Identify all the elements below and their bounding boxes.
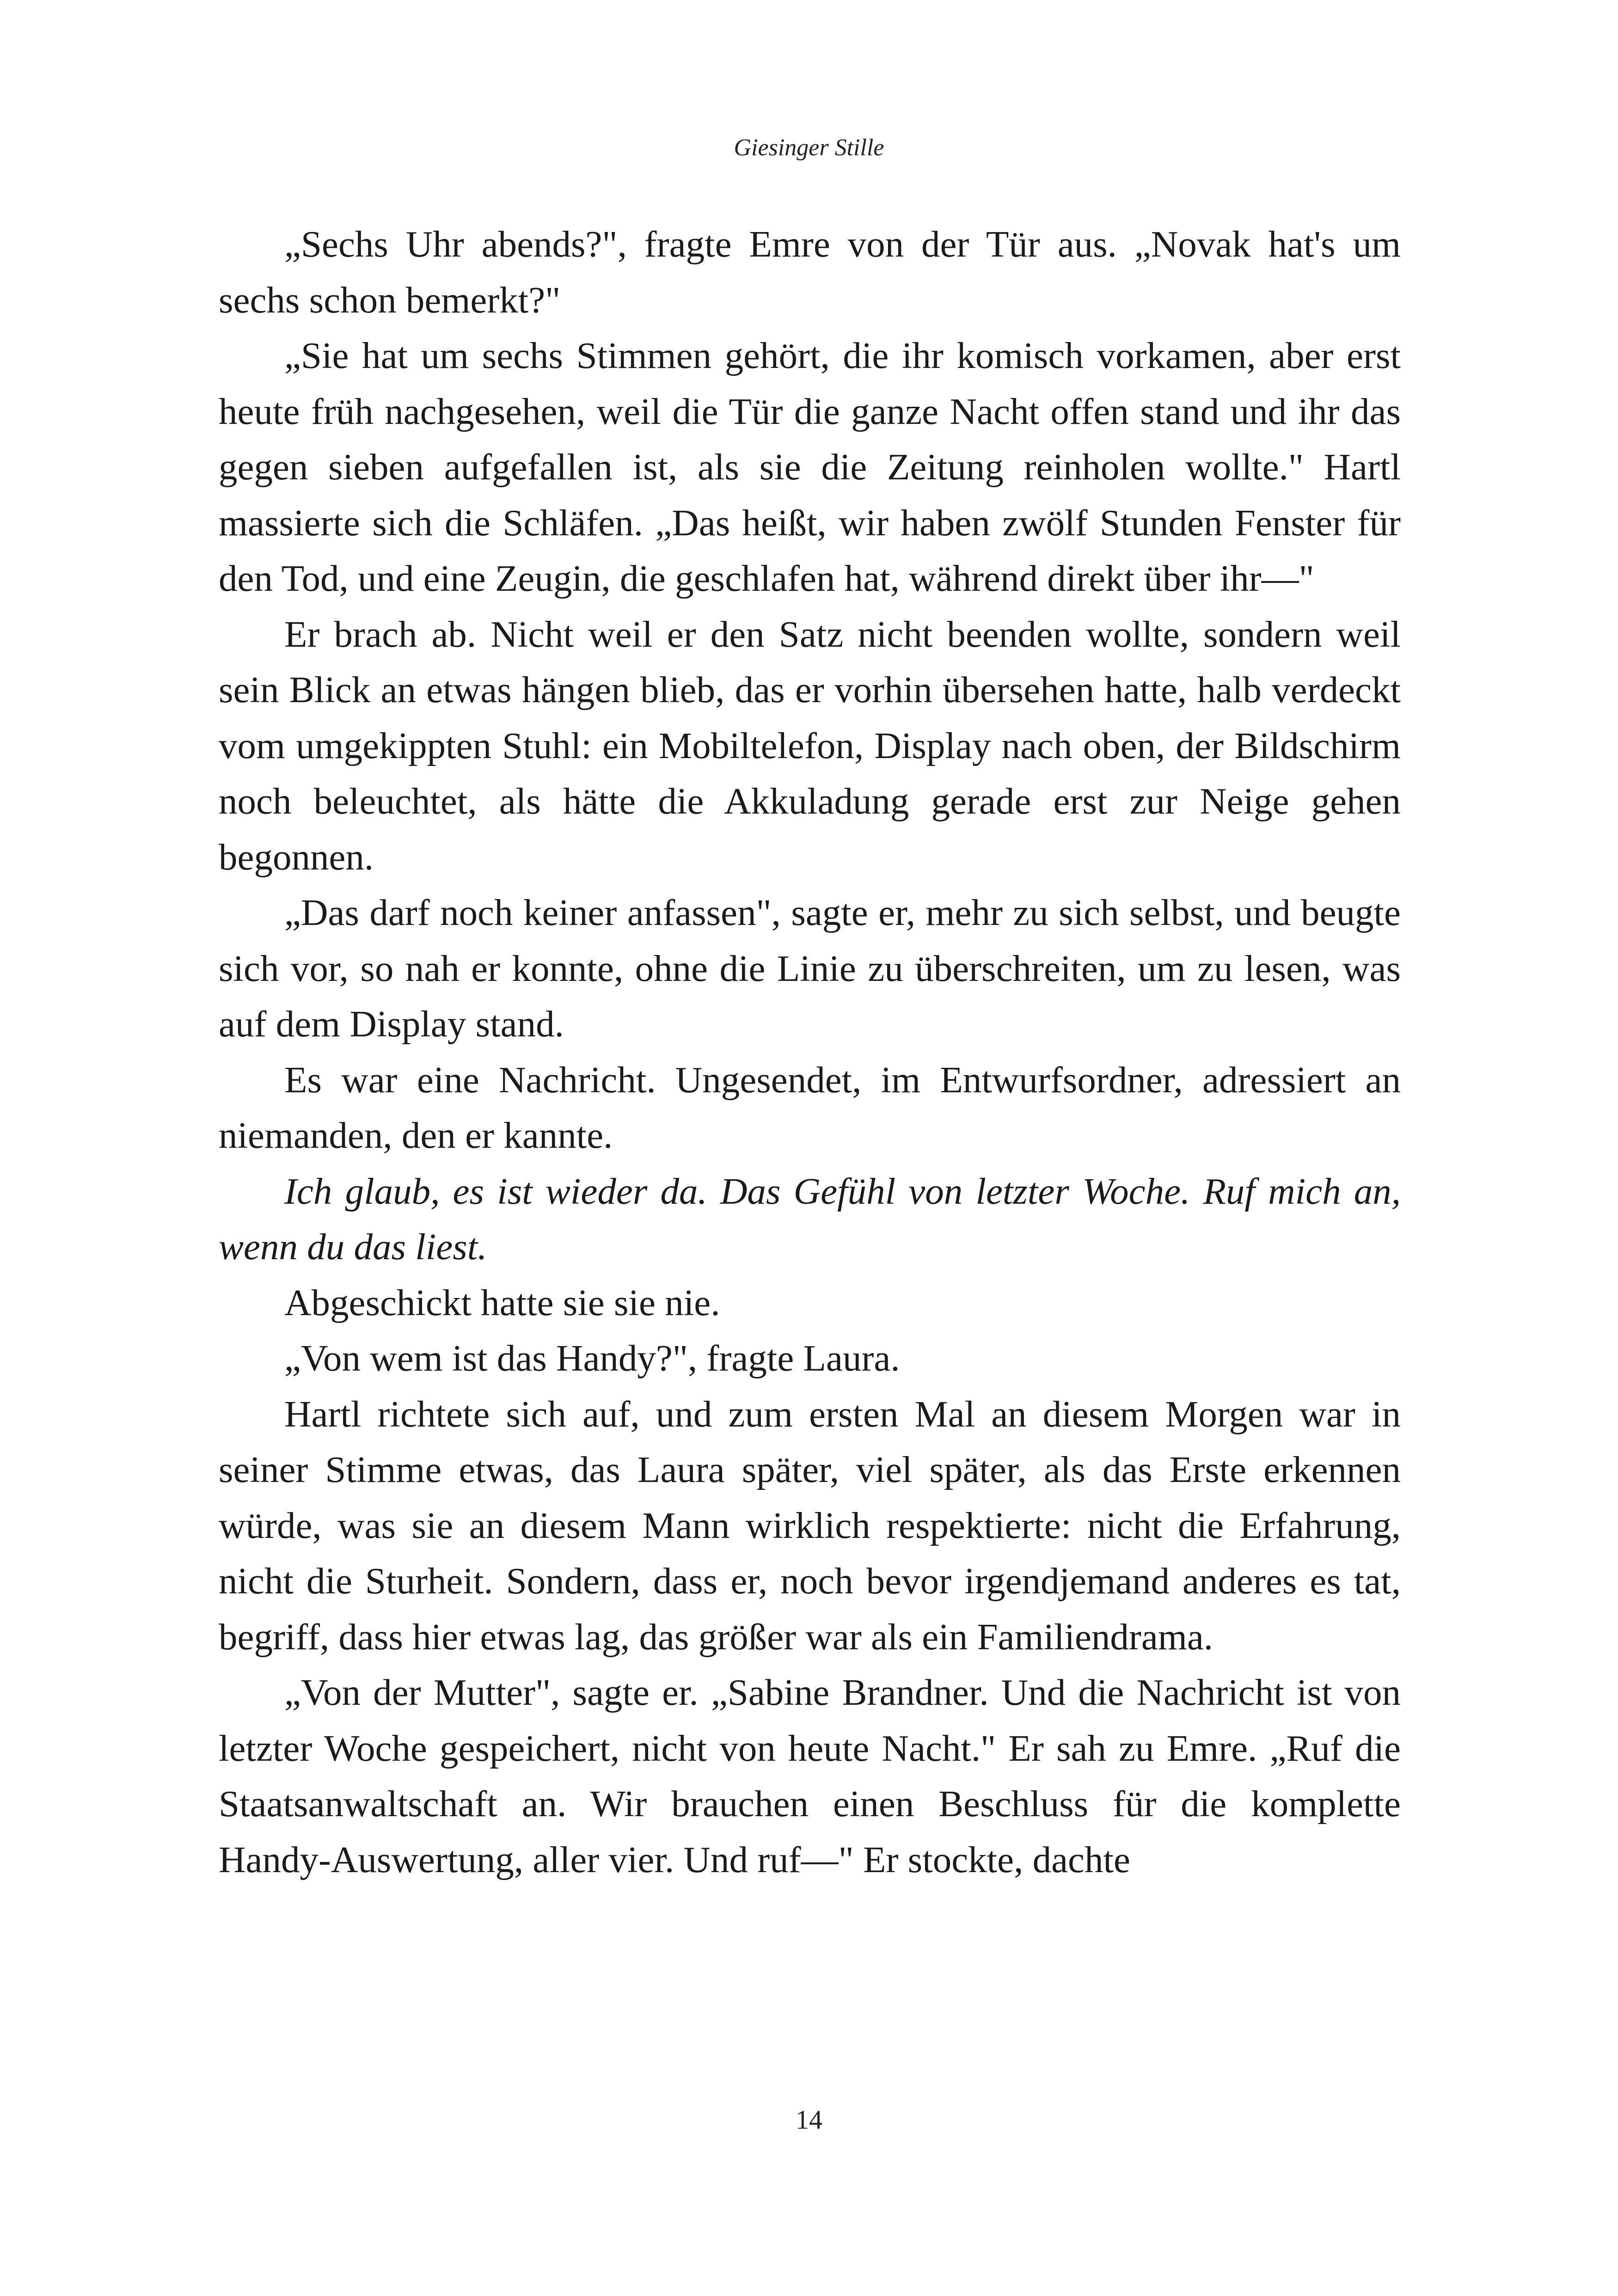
paragraph: „Von der Mutter", sagte er. „Sabine Brandner. Und die Nachricht ist von letzter Woche gespeichert, nicht von heute Nacht." Er sah zu Emre. „Ruf die Staatsanwaltschaft an. Wir brauchen einen Beschluss für die komplette Handy-Auswertung, aller vier. Und ruf—" Er stockte, dachte <box>219 1671 1401 1880</box>
paragraph: Hartl richtete sich auf, und zum ersten Mal an diesem Morgen war in seiner Stimme etwas, das Laura später, viel später, als das Erste erkennen würde, was sie an diesem Mann wirklich respektierte: nicht die Erfahrung, nicht die Sturheit. Sondern, dass er, noch bevor irgendjemand anderes es tat, begriff, dass hier etwas lag, das größer war als ein Familiendrama. <box>219 1393 1401 1658</box>
paragraph: „Sechs Uhr abends?", fragte Emre von der Tür aus. „Novak hat's um sechs schon bemerkt?" <box>219 223 1401 321</box>
running-head: Giesinger Stille <box>734 135 884 161</box>
paragraph: „Sie hat um sechs Stimmen gehört, die ihr komisch vorkamen, aber erst heute früh nachgesehen, weil die Tür die ganze Nacht offen stand und ihr das gegen sieben aufgefallen ist, als sie die Zeitung reinholen wollte." Hartl massierte sich die Schläfen. „Das heißt, wir haben zwölf Stunden Fenster für den Tod, und eine Zeugin, die geschlafen hat, während direkt über ihr—" <box>219 335 1401 599</box>
paragraph: Abgeschickt hatte sie sie nie. <box>284 1281 720 1323</box>
paragraph: „Das darf noch keiner anfassen", sagte er, mehr zu sich selbst, und beugte sich vor, so nah er konnte, ohne die Linie zu überschreiten, um zu lesen, was auf dem Display stand. <box>219 892 1401 1045</box>
paragraph: „Von wem ist das Handy?", fragte Laura. <box>284 1337 900 1379</box>
page-number: 14 <box>796 2105 822 2135</box>
paragraph: Es war eine Nachricht. Ungesendet, im Entwurfsordner, adressiert an niemanden, den er kannte. <box>219 1059 1401 1156</box>
paragraph: Er brach ab. Nicht weil er den Satz nicht beenden wollte, sondern weil sein Blick an etwas hängen blieb, das er vorhin übersehen hatte, halb verdeckt vom umgekippten Stuhl: ein Mobiltelefon, Display nach oben, der Bildschirm noch beleuchtet, als hätte die Akkuladung gerade erst zur Neige gehen begonnen. <box>219 613 1401 878</box>
italic-message-paragraph: Ich glaub, es ist wieder da. Das Gefühl von letzter Woche. Ruf mich an, wenn du das liest. <box>219 1170 1401 1267</box>
body-text <box>219 216 1401 1887</box>
